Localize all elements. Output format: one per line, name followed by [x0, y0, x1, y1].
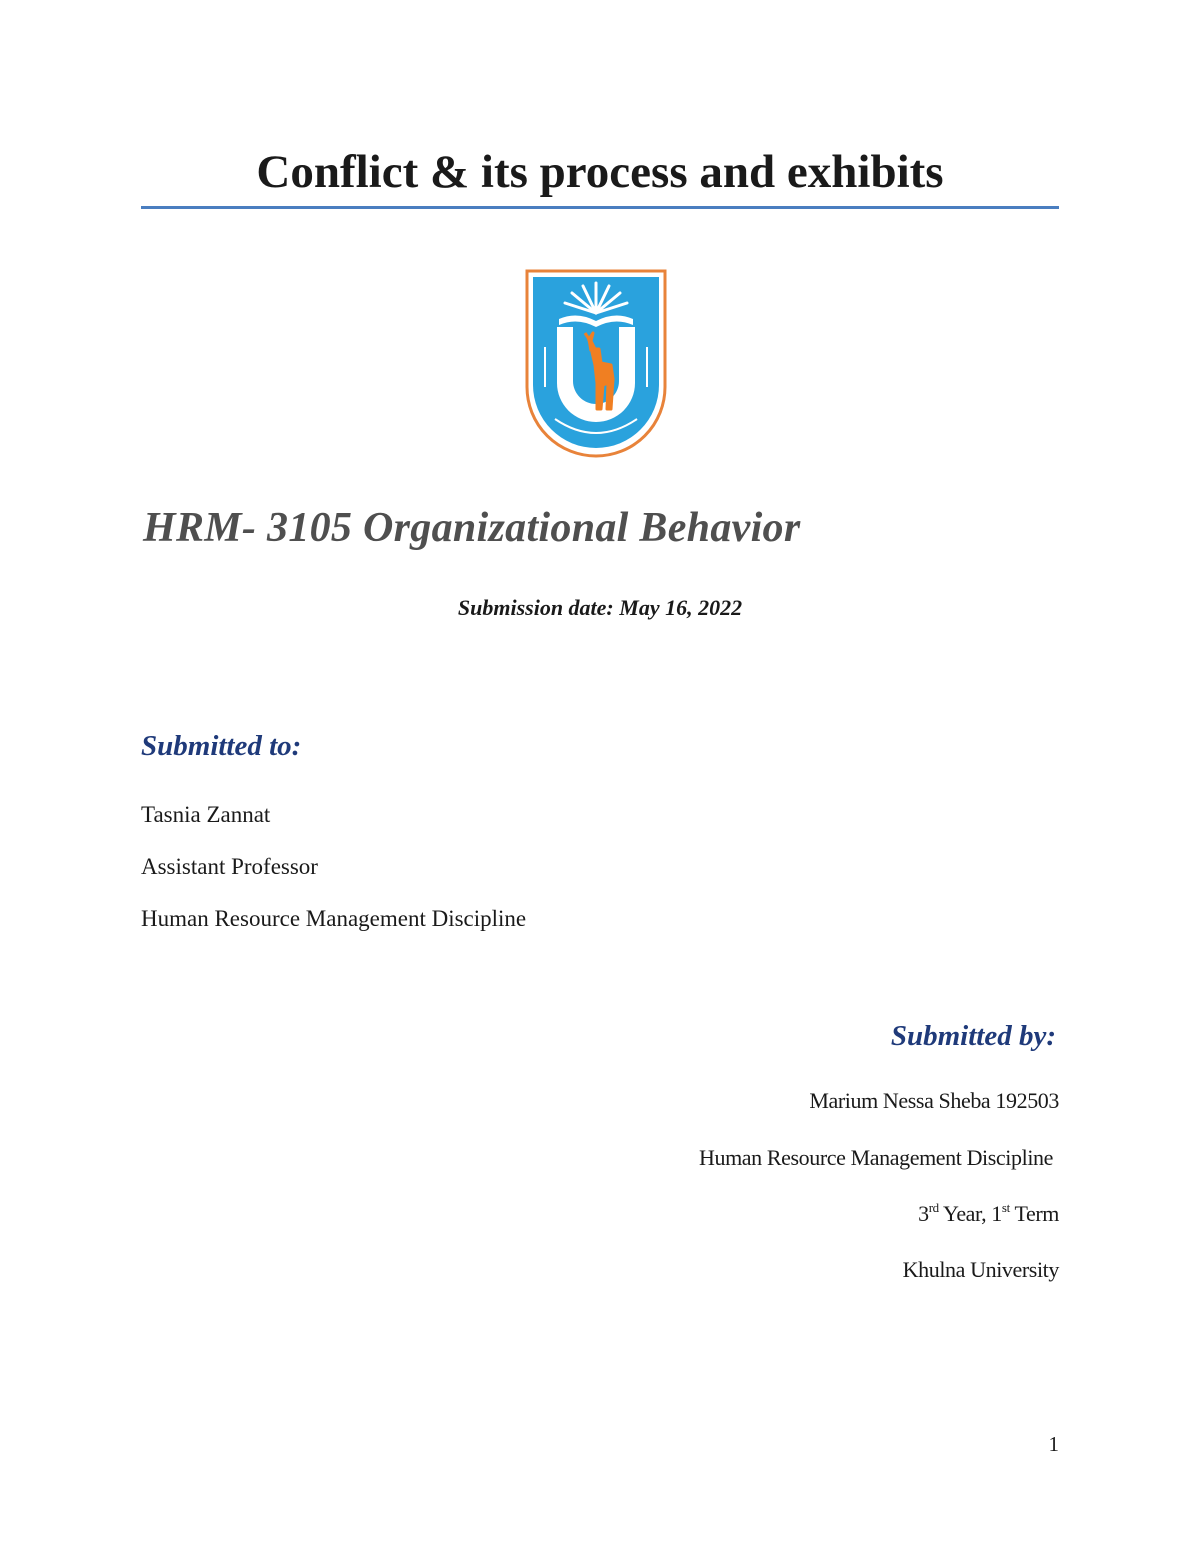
term-suffix: st [1001, 1200, 1010, 1215]
page-number: 1 [1048, 1432, 1059, 1456]
student-university: Khulna University [902, 1257, 1059, 1282]
title-underline [141, 206, 1059, 209]
supervisor-department: Human Resource Management Discipline [141, 906, 527, 931]
year-number: 3 [918, 1201, 929, 1226]
document-title: Conflict & its process and exhibits [256, 146, 944, 198]
student-name-id: Marium Nessa Sheba 192503 [809, 1088, 1059, 1113]
supervisor-position: Assistant Professor [141, 854, 318, 879]
term-label: Term [1009, 1201, 1059, 1226]
year-suffix: rd [928, 1200, 939, 1215]
submitted-by-heading: Submitted by: [890, 1020, 1056, 1052]
student-year-term [918, 1199, 1059, 1229]
submission-date: Submission date: May 16, 2022 [457, 595, 743, 620]
course-title: HRM- 3105 Organizational Behavior [143, 505, 801, 551]
submitted-to-heading: Submitted to: [141, 730, 302, 762]
term-number: 1 [991, 1201, 1002, 1226]
student-department: Human Resource Management Discipline [699, 1145, 1053, 1170]
year-label: Year, [938, 1201, 992, 1226]
supervisor-name: Tasnia Zannat [141, 802, 271, 827]
university-crest-icon [525, 269, 667, 461]
